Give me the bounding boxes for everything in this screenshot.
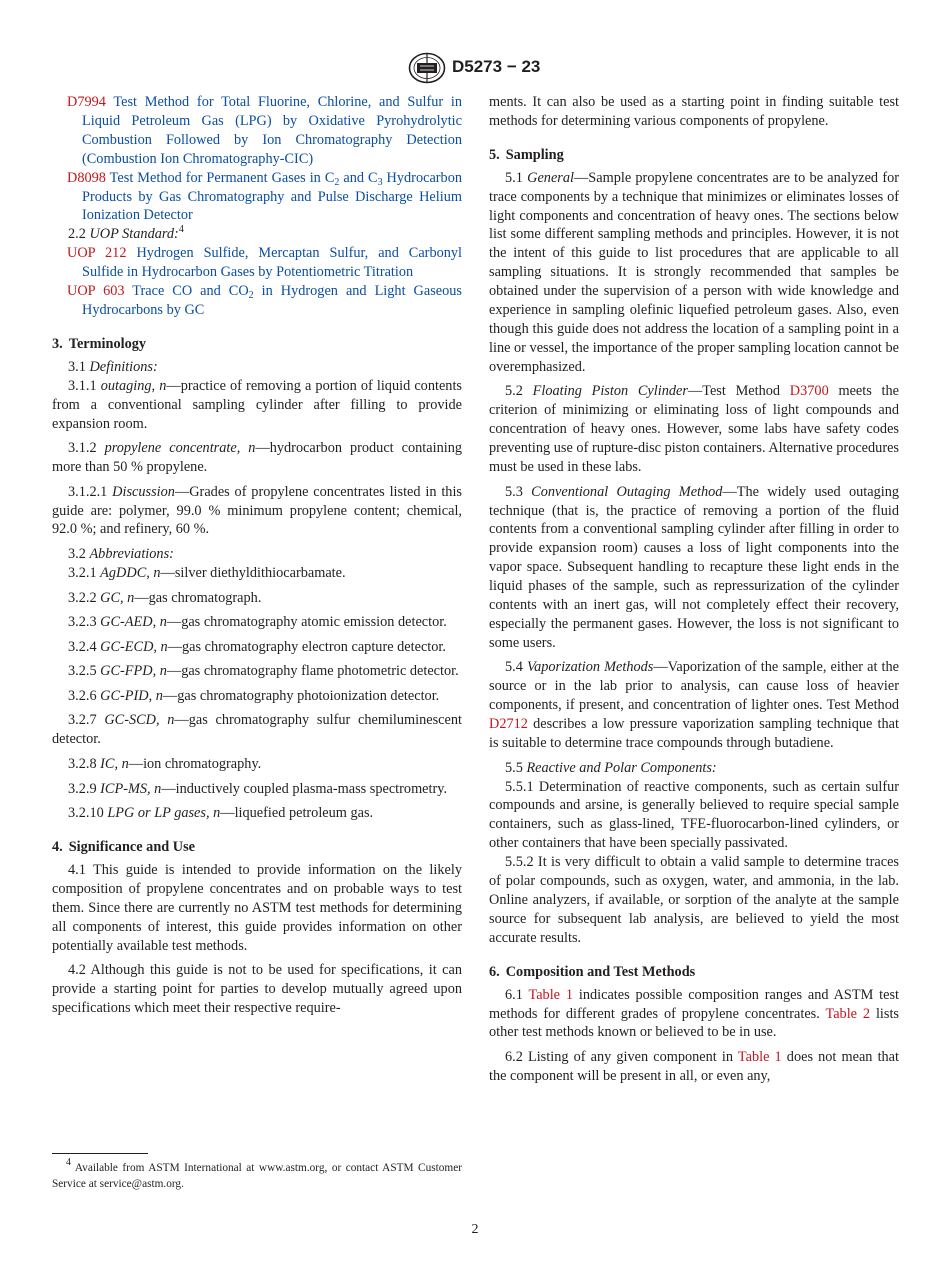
para-3-2: 3.2 Abbreviations: bbox=[68, 546, 174, 562]
section-4-heading: 4. Significance and Use bbox=[52, 839, 196, 856]
table-1-link[interactable]: Table 1 bbox=[737, 1049, 782, 1066]
para-5-5-2: 5.5.2 It is very difficult to obtain a valid sample to determine traces of polar compounds, such as oxygen, water, and ammonia, in the lab. Online analyzers, if available, or sorption of the analyte at the sample source for subsequent lab analysis, are believed to yield the most accurate results. bbox=[489, 854, 899, 946]
astm-logo-icon bbox=[408, 52, 446, 84]
abbreviation-item: 3.2.6 GC-PID, n—gas chromatography photoionization detector. bbox=[68, 687, 440, 704]
para-3-1: 3.1 Definitions: bbox=[68, 358, 158, 375]
reference-code-link[interactable]: D7994 bbox=[67, 94, 106, 110]
footnote: $^4$ Available from ASTM International at www.astm.org, or contact ASTM Customer Service at service@astm.org. bbox=[52, 1157, 462, 1190]
document-id: D5273 − 23 bbox=[452, 57, 541, 76]
abbreviation-item: 3.2.2 GC, n—gas chromatograph. bbox=[68, 589, 262, 606]
footnote-marker[interactable]: 4 bbox=[178, 224, 184, 236]
para-5-4: 5.4 Vaporization Methods—Vaporization of the sample, either at the source or in the lab prior to analysis, can cause loss of heavier components, if present, and concentration of lighter ones. Test Method D2712 describes a low pressure vaporization sampling technique that is suitable to determine trace compounds through butadiene. bbox=[489, 659, 899, 752]
para-3-1-1: 3.1.1 outaging, n—practice of removing a portion of liquid contents from a conventional sampling cylinder after filling to provide expansion room. bbox=[52, 377, 462, 432]
reference-uop-212 bbox=[52, 244, 462, 282]
para-5-5: 5.5 Reactive and Polar Components: bbox=[505, 759, 717, 776]
para-6-2: 6.2 Listing of any given component in Table 1 does not mean that the component will be present in all, or even any, bbox=[489, 1049, 900, 1084]
para-6-1: 6.1 Table 1 indicates possible composition ranges and ASTM test methods for different grades of propylene concentrates. Table 2 lists other test methods known or believed to be in use. bbox=[489, 986, 899, 1041]
abbreviation-item: 3.2.8 IC, n—ion chromatography. bbox=[68, 755, 262, 772]
reference-title-link[interactable]: Hydrogen Sulfide, Mercaptan Sulfur, and Carbonyl Sulfide in Hydrocarbon Gases by Potentiometric Titration bbox=[82, 245, 463, 281]
abbreviation-item: 3.2.7 GC-SCD, n—gas chromatography sulfur chemiluminescent detector. bbox=[52, 712, 462, 748]
reference-code-link[interactable]: UOP 212 bbox=[67, 245, 127, 262]
para-3-1-2: 3.1.2 propylene concentrate, n—hydrocarbon product containing more than 50 % propylene. bbox=[52, 440, 462, 475]
reference-d7994 bbox=[52, 93, 462, 169]
d2712-link[interactable]: D2712 bbox=[489, 716, 528, 733]
abbreviation-item: 3.2.9 ICP-MS, n—inductively coupled plasma-mass spectrometry. bbox=[68, 780, 448, 797]
reference-title-link[interactable]: Test Method for Total Fluorine, Chlorine, and Sulfur in Liquid Petroleum Gas (LPG) by Oxidative Pyrohydrolytic Combustion Followed by Ion Chromatography Detection (Combustion Ion Chromatography-CIC) bbox=[82, 94, 462, 167]
reference-title-link[interactable]: Trace CO and $CO_2$ in Hydrogen and Light Gaseous Hydrocarbons by GC bbox=[82, 283, 462, 318]
para-5-3: 5.3 Conventional Outaging Method—The widely used outaging technique (that is, the practice of removing a portion of the fluid contents from a conventional sampling cylinder after filling in order to provide expansion room) causes a loss of light components into the vapor space. Subsequent handling to recapture these light ends in the liquid phases of the sample, such as repressurization of the cylinder contents with an inert gas, will not completely effect their recovery, especially the permanent gases. However, the loss is not significant to some users. bbox=[489, 483, 899, 651]
para-3-1-2-1: 3.1.2.1 Discussion—Grades of propylene concentrates listed in this guide are: polymer, 99.0 % minimum propylene content; chemical, 92.0 %; and refinery, 60 %. bbox=[52, 483, 462, 538]
abbreviation-item: 3.2.1 AgDDC, n—silver diethyldithiocarbamate. bbox=[68, 564, 346, 581]
page-number: 2 bbox=[471, 1222, 479, 1237]
reference-title-link[interactable]: Test Method for Permanent Gases in $C_2$ and $C_3$ Hydrocarbon Products by Gas Chromatography and Pulse Discharge Helium Ionization Detector bbox=[82, 169, 462, 224]
abbreviation-item: 3.2.5 GC-FPD, n—gas chromatography flame photometric detector. bbox=[68, 663, 459, 680]
reference-code-link[interactable]: UOP 603 bbox=[67, 283, 125, 300]
left-column bbox=[52, 93, 462, 1024]
table-2-link[interactable]: Table 2 bbox=[825, 1005, 871, 1022]
reference-uop-603 bbox=[52, 282, 462, 320]
reference-d8098 bbox=[52, 169, 462, 226]
abbreviation-item: 3.2.4 GC-ECD, n—gas chromatography electron capture detector. bbox=[68, 638, 446, 655]
para-4-2-continued: ments. It can also be used as a starting point in finding suitable test methods for determining various components of propylene. bbox=[489, 94, 899, 129]
section-3-heading: 3. Terminology bbox=[52, 335, 147, 352]
d3700-link[interactable]: D3700 bbox=[789, 383, 829, 400]
reference-code-link[interactable]: D8098 bbox=[67, 169, 106, 186]
para-5-5-1: 5.5.1 Determination of reactive components, such as certain sulfur compounds and arsine, is generally believed to require special sample containers, such as glass-lined, TFE-fluorocarbon-lined cylinders, or other containers that have been specially passivated. bbox=[489, 778, 899, 852]
page-header bbox=[0, 50, 950, 86]
abbreviation-item: 3.2.10 LPG or LP gases, n—liquefied petroleum gas. bbox=[68, 805, 374, 822]
section-6-heading: 6. Composition and Test Methods bbox=[489, 963, 696, 980]
uop-standard-heading: 2.2 UOP Standard:$^4$ bbox=[68, 224, 184, 243]
table-1-link[interactable]: Table 1 bbox=[528, 986, 574, 1003]
para-4-2: 4.2 Although this guide is not to be used for specifications, it can provide a starting point for parties to develop mutually agreed upon specifications which meet their respective require- bbox=[52, 962, 462, 1016]
para-4-1: 4.1 This guide is intended to provide information on the likely composition of propylene concentrates and on probable ways to test them. Since there are currently no ASTM test methods for determining all components of interest, this guide provides information on other potentially available test methods. bbox=[52, 861, 462, 954]
right-column bbox=[489, 93, 899, 1092]
footnote-divider bbox=[52, 1153, 148, 1154]
section-5-heading: 5. Sampling bbox=[489, 146, 564, 163]
para-5-1: 5.1 General—Sample propylene concentrates are to be analyzed for trace components by a technique that minimizes or eliminates losses of light components and concentration of heavy ones. The sections below list some different sampling methods and principles. However, it is not the intent of this guide to list procedures that are applicable to all sampling situations. It is strongly recommended that samples be obtained under the supervision of a person with wide knowledge and experience in sampling olefinic liquefied petroleum gases. Also, even though this guide does not address the location of a sampling point in a line or vessel, the importance of the proper sampling location cannot be overemphasized. bbox=[489, 169, 899, 375]
abbreviation-item: 3.2.3 GC-AED, n—gas chromatography atomic emission detector. bbox=[68, 614, 447, 631]
para-5-2: 5.2 Floating Piston Cylinder—Test Method D3700 meets the criterion of minimizing or eliminating loss of light compounds and concentration of heavy ones. However, some labs have safety codes preventing use of rupture-disc piston containers. Alternative procedures must be used in these labs. bbox=[489, 383, 900, 475]
